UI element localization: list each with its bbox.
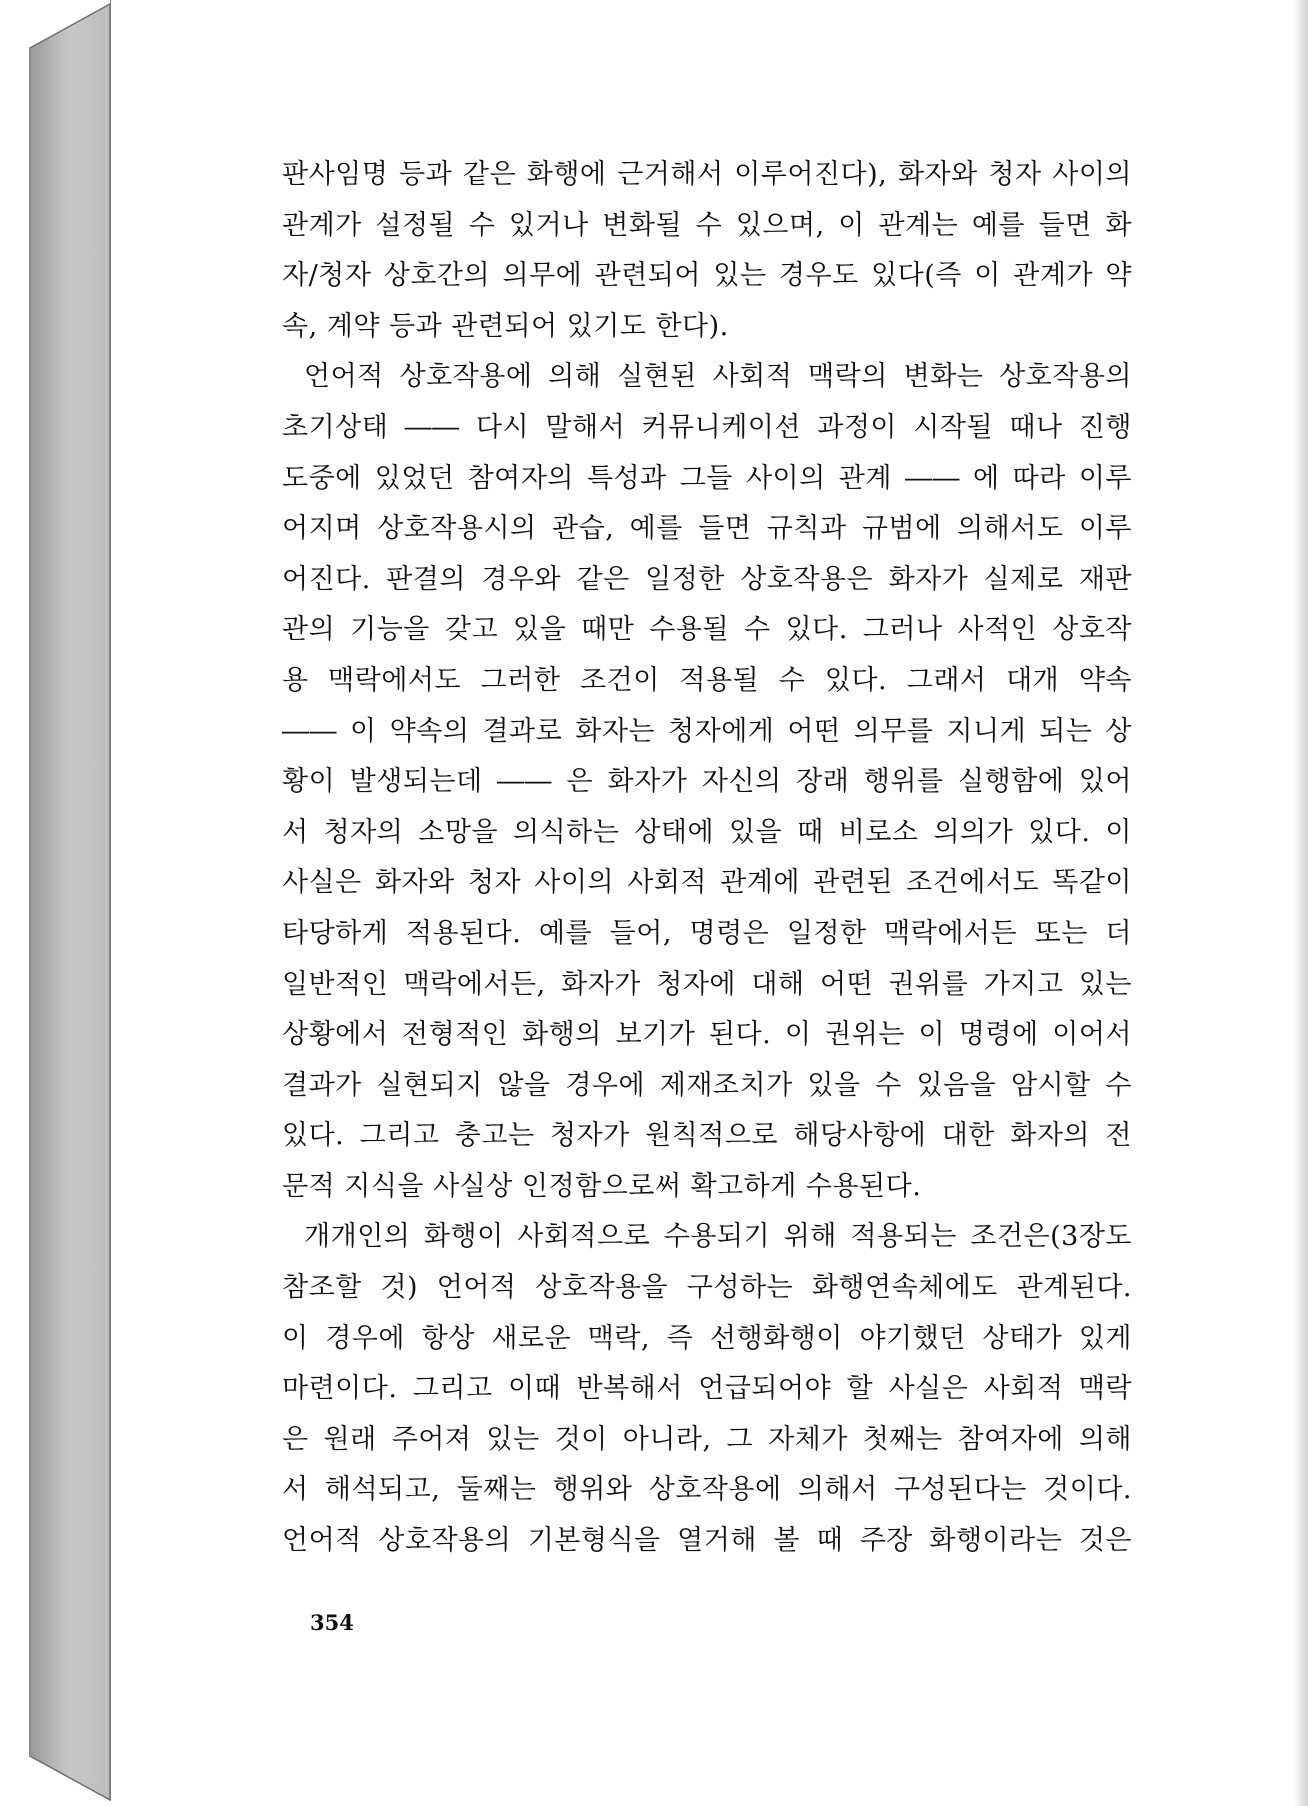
- page-shadow: [1294, 0, 1308, 1806]
- text-line: 황이 발생되는데 ―― 은 화자가 자신의 장래 행위를 실행함에 있어: [282, 766, 1132, 798]
- text-line: 어지며 상호작용시의 관습, 예를 들면 규칙과 규범에 의해서도 이루: [282, 513, 1132, 545]
- text-line: 일반적인 맥락에서든, 화자가 청자에 대해 어떤 권위를 가지고 있는: [282, 968, 1132, 1000]
- text-line: 관계가 설정될 수 있거나 변화될 수 있으며, 이 관계는 예를 들면 화: [282, 209, 1132, 241]
- text-line: 초기상태 ―― 다시 말해서 커뮤니케이션 과정이 시작될 때나 진행: [282, 411, 1132, 443]
- text-line: 타당하게 적용된다. 예를 들어, 명령은 일정한 맥락에서든 또는 더: [282, 917, 1132, 949]
- text-line: 자/청자 상호간의 의무에 관련되어 있는 경우도 있다(즉 이 관계가 약: [282, 260, 1132, 292]
- text-line: 은 원래 주어져 있는 것이 아니라, 그 자체가 첫째는 참여자에 의해: [282, 1423, 1132, 1455]
- text-line: 어진다. 판결의 경우와 같은 일정한 상호작용은 화자가 실제로 재판: [282, 563, 1132, 595]
- text-line: 참조할 것) 언어적 상호작용을 구성하는 화행연속체에도 관계된다.: [282, 1272, 1132, 1304]
- text-line: 있다. 그리고 충고는 청자가 원칙적으로 해당사항에 대한 화자의 전: [282, 1120, 1132, 1152]
- text-line: 마련이다. 그리고 이때 반복해서 언급되어야 할 사실은 사회적 맥락: [282, 1373, 1132, 1405]
- text-line: 이 경우에 항상 새로운 맥락, 즉 선행화행이 야기했던 상태가 있게: [282, 1322, 1132, 1354]
- text-line: 관의 기능을 갖고 있을 때만 수용될 수 있다. 그러나 사적인 상호작: [282, 614, 1132, 646]
- text-line: 언어적 상호작용에 의해 실현된 사회적 맥락의 변화는 상호작용의: [304, 361, 1132, 393]
- text-line: 서 해석되고, 둘째는 행위와 상호작용에 의해서 구성된다는 것이다.: [282, 1474, 1132, 1506]
- text-line: 판사임명 등과 같은 화행에 근거해서 이루어진다), 화자와 청자 사이의: [282, 159, 1132, 190]
- body-text: [282, 150, 1132, 1567]
- text-line: 서 청자의 소망을 의식하는 상태에 있을 때 비로소 의의가 있다. 이: [282, 816, 1132, 848]
- text-line: 도중에 있었던 참여자의 특성과 그들 사이의 관계 ―― 에 따라 이루: [282, 462, 1132, 494]
- text-line: 결과가 실현되지 않을 경우에 제재조치가 있을 수 있음을 암시할 수: [282, 1069, 1132, 1101]
- text-line: 사실은 화자와 청자 사이의 사회적 관계에 관련된 조건에서도 똑같이: [282, 867, 1132, 899]
- page-number: 354: [310, 1610, 354, 1635]
- text-line: 언어적 상호작용의 기본형식을 열거해 볼 때 주장 화행이라는 것은: [282, 1525, 1132, 1557]
- text-line: 상황에서 전형적인 화행의 보기가 된다. 이 권위는 이 명령에 이어서: [282, 1019, 1132, 1051]
- text-line: 속, 계약 등과 관련되어 있기도 한다).: [282, 310, 729, 342]
- text-line: 용 맥락에서도 그러한 조건이 적용될 수 있다. 그래서 대개 약속: [282, 664, 1132, 696]
- text-line: 개개인의 화행이 사회적으로 수용되기 위해 적용되는 조건은(3장도: [304, 1221, 1132, 1253]
- text-line: 문적 지식을 사실상 인정함으로써 확고하게 수용된다.: [282, 1170, 922, 1202]
- text-line: ―― 이 약속의 결과로 화자는 청자에게 어떤 의무를 지니게 되는 상: [282, 715, 1132, 747]
